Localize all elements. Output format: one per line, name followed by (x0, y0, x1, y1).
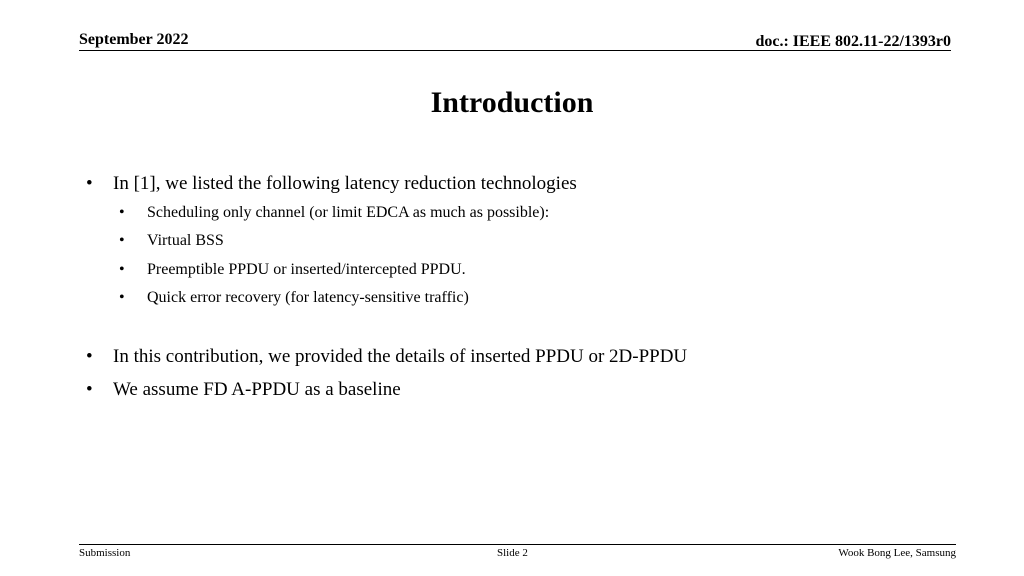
footer-submission: Submission (79, 547, 131, 559)
bullet-item (86, 378, 401, 402)
bullet-text: In [1], we listed the following latency reduction technologies (113, 173, 577, 194)
sub-bullet-item (119, 288, 469, 308)
bullet-text: In this contribution, we provided the details of inserted PPDU or 2D-PPDU (113, 346, 688, 367)
slide-title: Introduction (430, 86, 594, 119)
sub-bullet-item (119, 231, 224, 251)
bullet-item (86, 345, 687, 369)
bullet-text: We assume FD A-PPDU as a baseline (113, 379, 401, 400)
header-divider (79, 50, 951, 51)
footer-author: Wook Bong Lee, Samsung (838, 547, 956, 559)
bullet-marker: • (119, 289, 125, 306)
bullet-marker: • (119, 204, 125, 221)
bullet-marker: • (119, 232, 125, 249)
bullet-marker: • (86, 346, 93, 367)
sub-bullet-text: Quick error recovery (for latency-sensitive traffic) (147, 289, 469, 306)
sub-bullet-text: Preemptible PPDU or inserted/intercepted PPDU. (147, 261, 466, 278)
sub-bullet-item (119, 203, 549, 223)
header-doc-id: doc.: IEEE 802.11-22/1393r0 (755, 33, 951, 50)
bullet-marker: • (86, 379, 93, 400)
header-date: September 2022 (79, 31, 189, 48)
sub-bullet-text: Scheduling only channel (or limit EDCA as much as possible): (147, 204, 550, 221)
bullet-marker: • (119, 261, 125, 278)
footer-divider (79, 544, 956, 545)
bullet-item (86, 172, 577, 196)
sub-bullet-text: Virtual BSS (147, 232, 224, 249)
footer-slide-number: Slide 2 (497, 547, 528, 559)
sub-bullet-item (119, 260, 466, 280)
bullet-marker: • (86, 173, 93, 194)
